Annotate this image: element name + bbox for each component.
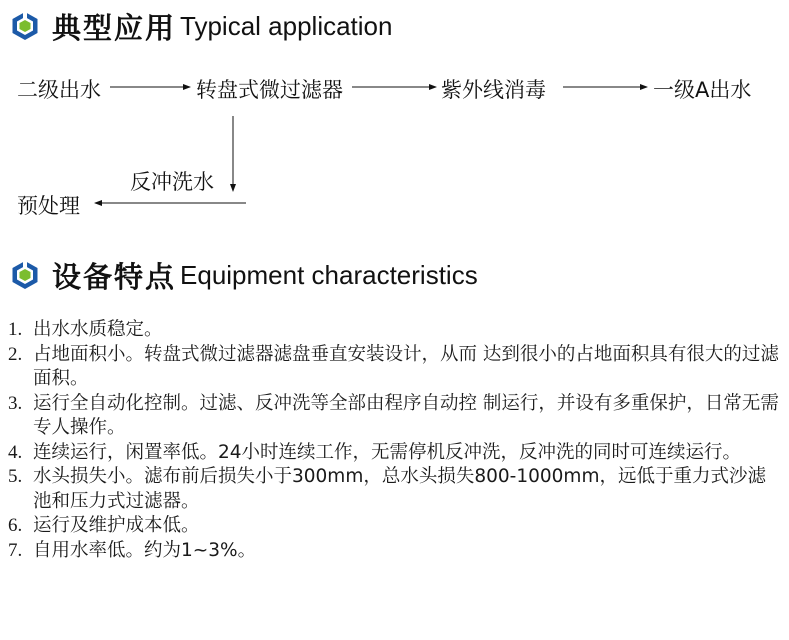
feature-item [8, 318, 783, 343]
feature-text: 出水水质稳定。 [33, 319, 163, 340]
flow-node-backwash-water: 反冲洗水 [130, 170, 214, 194]
feature-item [8, 514, 783, 539]
feature-item [8, 441, 783, 466]
feature-text: 连续运行，闲置率低。24小时连续工作，无需停机反冲洗，反冲洗的同时可连续运行。 [33, 441, 742, 463]
feature-number: 6. [8, 515, 23, 536]
feature-item [8, 465, 783, 514]
feature-number: 7. [8, 539, 23, 561]
feature-text: 运行及维护成本低。 [33, 515, 200, 536]
flow-node-rotary-disc-filter: 转盘式微过滤器 [196, 78, 343, 102]
feature-number: 2. [8, 343, 23, 365]
feature-item [8, 539, 783, 564]
feature-text: 自用水率低。约为1~3%。 [33, 539, 257, 561]
section-heading-equipment-characteristics [10, 255, 478, 295]
flow-node-level1a-effluent: 一级A出水 [653, 78, 752, 102]
feature-item [8, 392, 783, 441]
feature-number: 3. [8, 392, 23, 414]
flow-node-uv-disinfection: 紫外线消毒 [441, 78, 546, 102]
process-flow-diagram [0, 0, 789, 240]
feature-list [8, 318, 783, 563]
feature-text: 占地面积小。转盘式微过滤器滤盘垂直安装设计，从而 达到很小的占地面积具有很大的过滤面积。 [33, 343, 779, 389]
feature-text: 水头损失小。滤布前后损失小于300mm，总水头损失800-1000mm，远低于重力式沙滤池和压力式过滤器。 [33, 466, 766, 512]
feature-item [8, 343, 783, 392]
flow-node-secondary-effluent: 二级出水 [17, 78, 101, 102]
feature-number: 5. [8, 466, 23, 487]
feature-number: 4. [8, 441, 23, 463]
feature-text: 运行全自动化控制。过滤、反冲洗等全部由程序自动控 制运行，并设有多重保护，日常无需专人操作。 [33, 392, 779, 438]
feature-number: 1. [8, 319, 23, 340]
section-title-cn: 典型应用 [52, 10, 177, 45]
section-title-en: Equipment characteristics [180, 259, 478, 290]
section-title-en: Typical application [180, 10, 393, 41]
hexagon-logo-icon [10, 260, 40, 290]
section-title-cn: 设备特点 [52, 259, 177, 294]
flow-node-pretreatment: 预处理 [17, 194, 80, 218]
